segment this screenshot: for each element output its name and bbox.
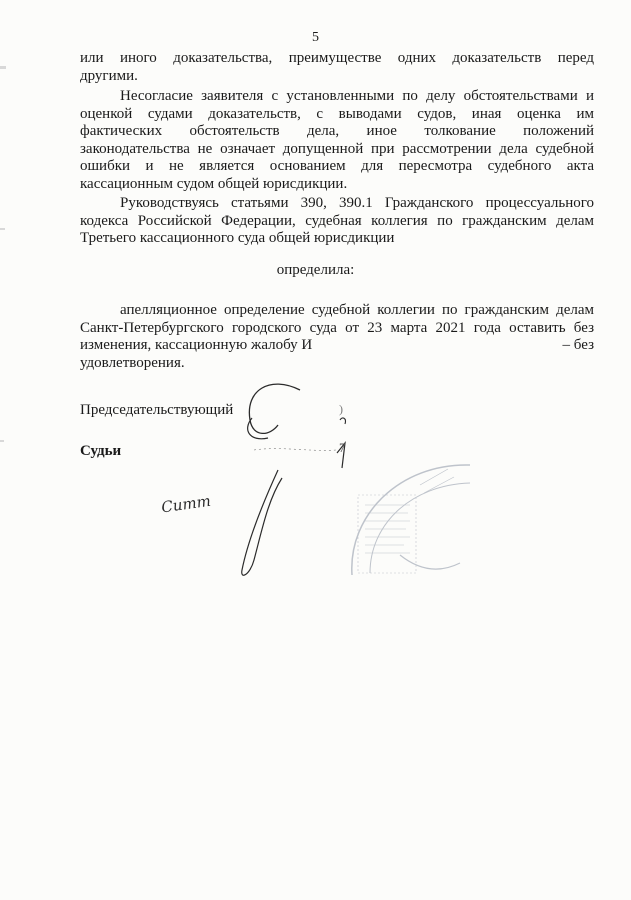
text-line: оценкой судами доказательств, с выводами судов, иная оценка им [80,105,594,122]
scan-artifact [0,440,4,442]
text-line: другими. [80,67,138,84]
text-line: ошибки и не является основанием для пересмотра судебного акта [80,158,594,174]
handwritten-note: Ситт [160,491,212,517]
text-line: апелляционное определение судебной коллегии по гражданским делам [120,302,594,318]
text-line: Третьего кассационного суда общей юрисдикции [80,230,395,246]
scan-artifact [0,228,5,230]
redaction-tail-mark: 7 [339,440,346,455]
scan-artifact [0,66,6,69]
text-fragment: – без [562,337,594,353]
court-seal [330,445,600,595]
paragraph-decision [80,302,594,372]
chair-label: Председательствующий [80,402,234,418]
text-line: или иного доказательства, преимуществе одних доказательств перед [80,50,594,66]
text-line [80,337,594,355]
text-fragment: изменения, кассационную жалобу И [80,337,313,353]
text-line: Руководствуясь статьями 390, 390.1 Гражданского процессуального [120,195,594,211]
text-line: фактических обстоятельств дела, иное толкование положений [80,123,594,139]
text-line: кодекса Российской Федерации, судебная коллегия по гражданским делам [80,212,594,229]
text-line: кассационным судом общей юрисдикции. [80,175,348,192]
text-line: Несогласие заявителя с установленными по делу обстоятельствами и [120,88,594,104]
decision-heading: определила: [276,262,355,278]
page-number: 5 [312,30,319,45]
judges-label: Судьи [80,443,122,459]
text-line: Санкт-Петербургского городского суда от 23 марта 2021 года оставить без [80,319,594,336]
redaction-tail-mark: ) [339,402,343,416]
text-line: законодательства не означает допущенной при рассмотрении дела судебной [80,140,594,157]
paragraph-disagreement [80,88,594,193]
paragraph-evidence [80,50,594,85]
paragraph-legal-basis [80,195,594,248]
text-line: удовлетворения. [80,354,185,371]
